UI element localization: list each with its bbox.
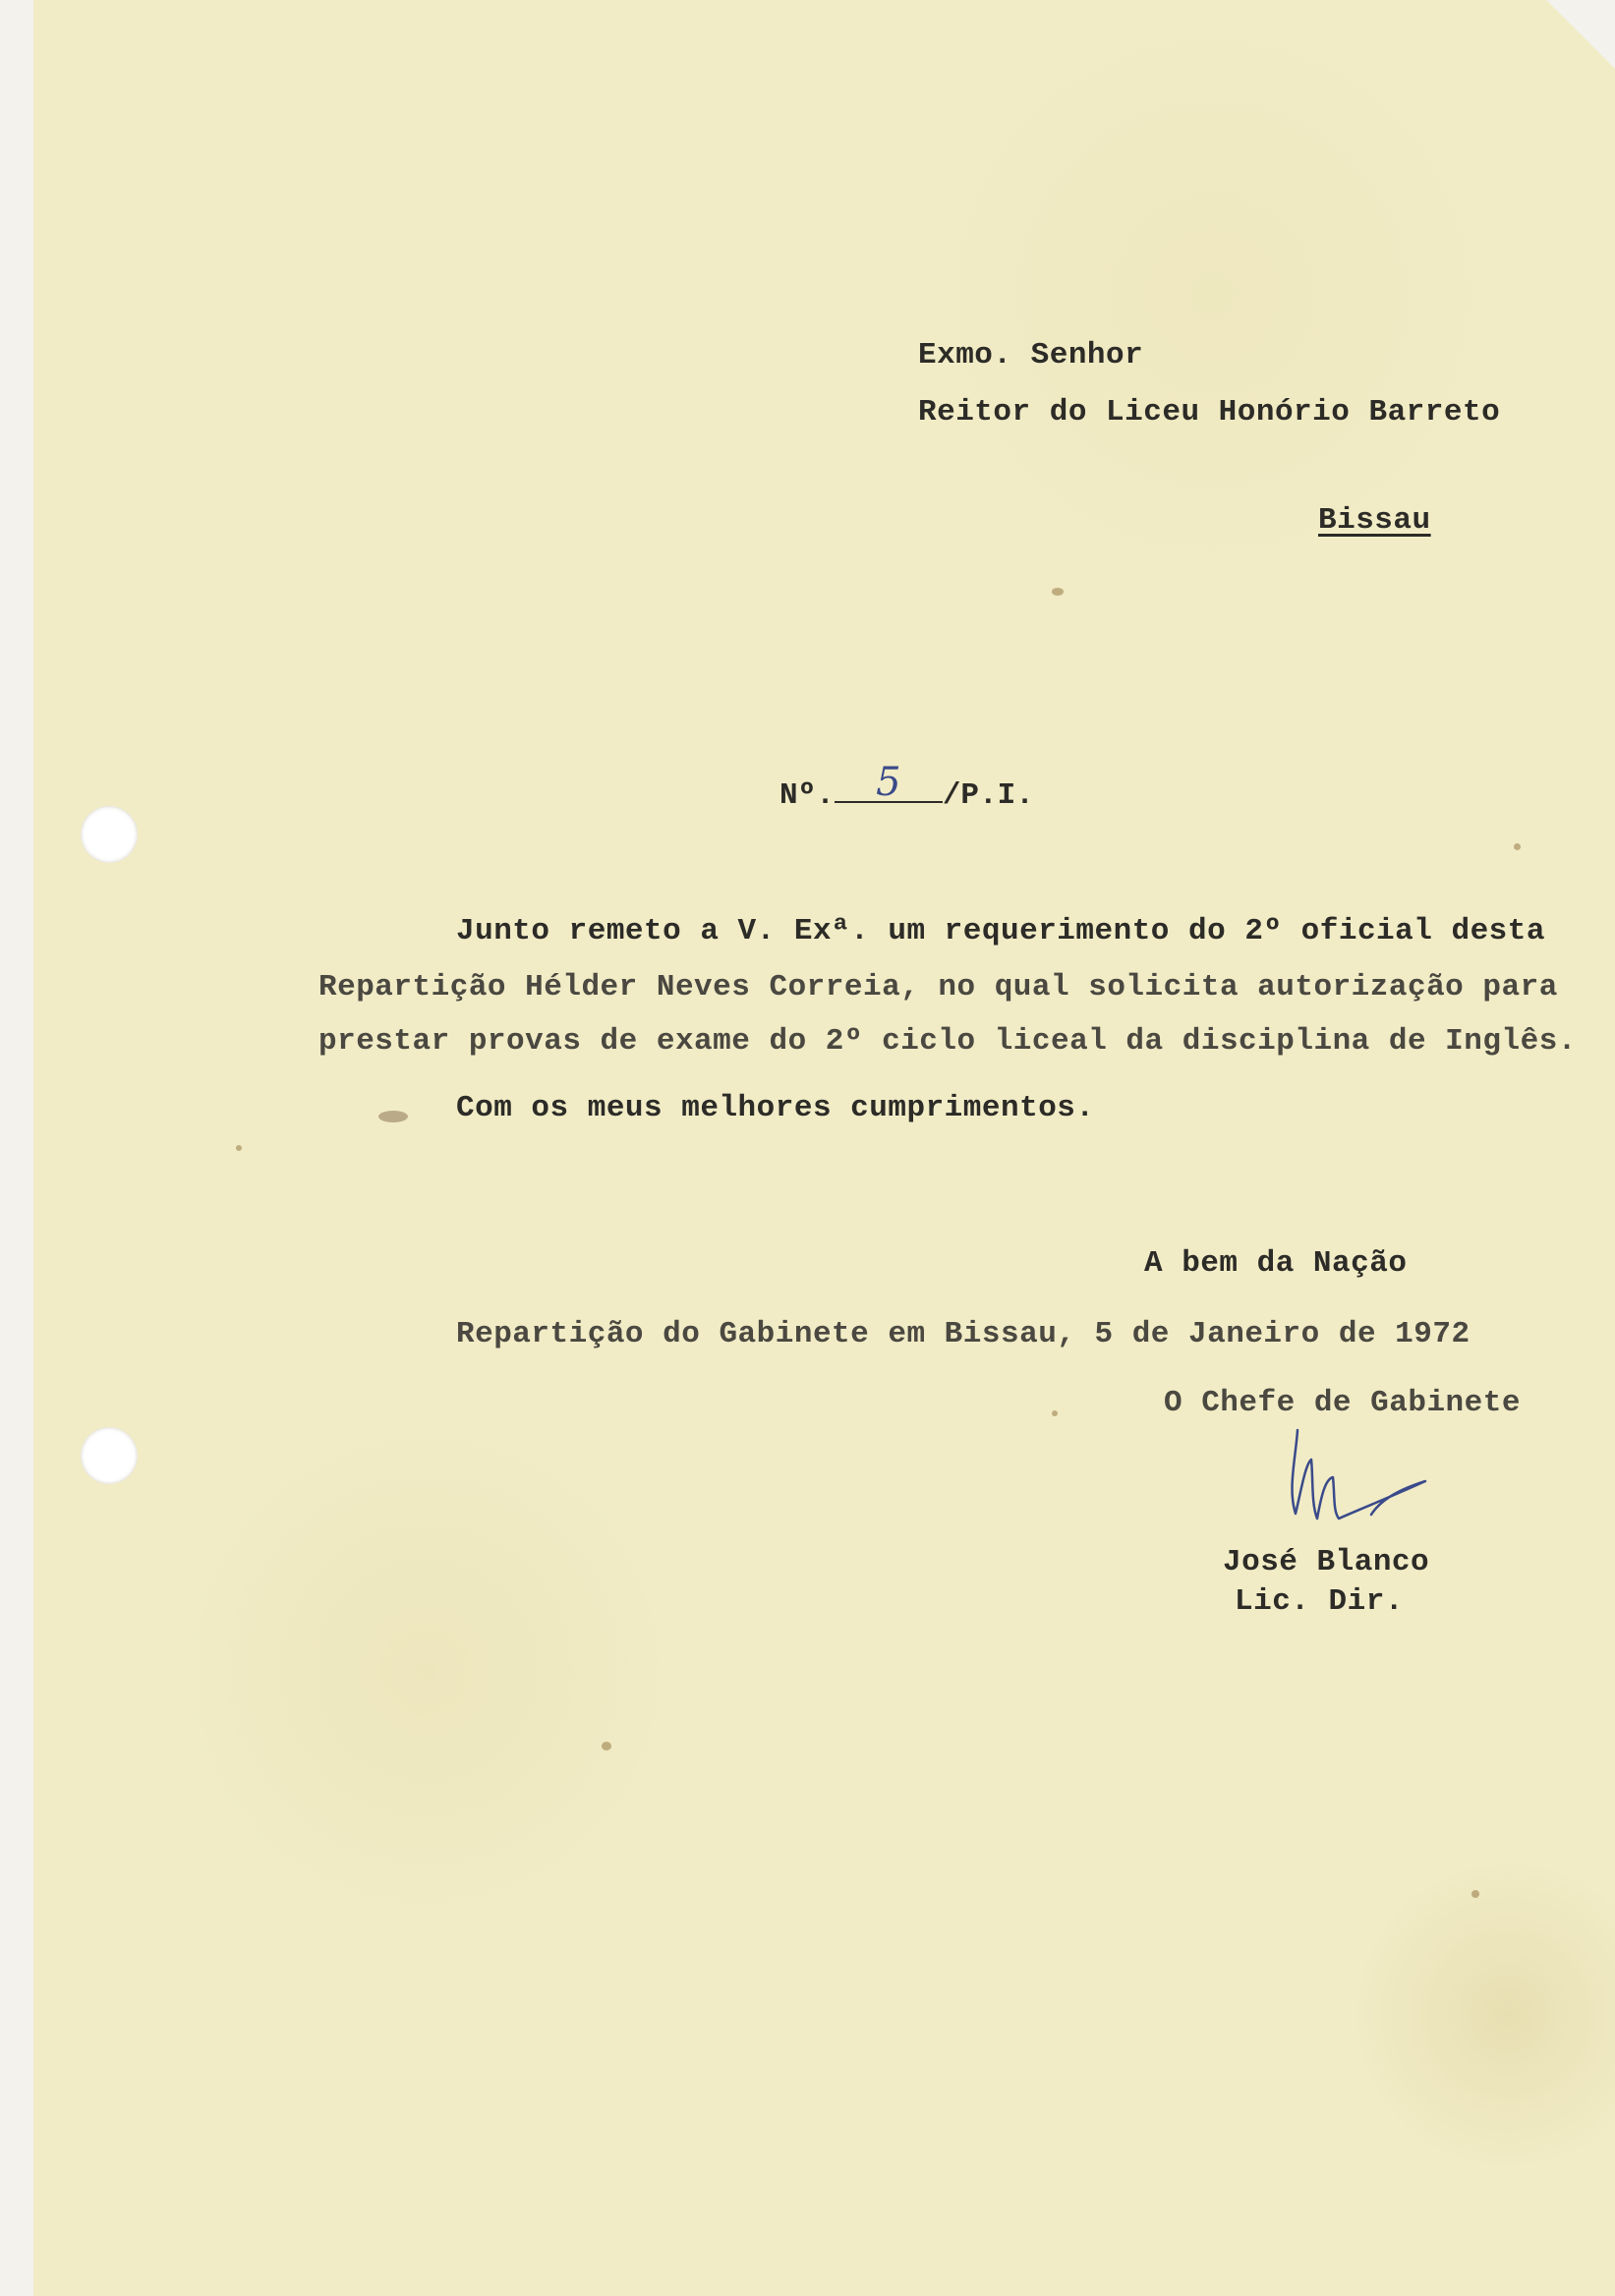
signatory-role: O Chefe de Gabinete — [1164, 1386, 1521, 1420]
reference-blank — [835, 760, 943, 805]
signatory-name: José Blanco — [1223, 1545, 1430, 1579]
stain-speck — [236, 1145, 242, 1151]
punch-hole-upper — [81, 806, 138, 863]
stain-speck — [1514, 843, 1521, 850]
letter-page — [33, 0, 1615, 2296]
handwritten-number: 5 — [876, 760, 901, 805]
handwritten-signature — [1278, 1420, 1474, 1558]
stain-speck — [602, 1742, 611, 1751]
punch-hole-lower — [81, 1427, 138, 1484]
place-date: Repartição do Gabinete em Bissau, 5 de Janeiro de 1972 — [456, 1317, 1471, 1351]
reference-number — [779, 760, 1034, 813]
stain-speck — [378, 1111, 408, 1122]
addressee-salutation: Exmo. Senhor — [918, 338, 1144, 373]
reference-prefix: Nº. — [779, 778, 835, 813]
closing-line: Com os meus melhores cumprimentos. — [456, 1091, 1095, 1125]
stain-speck — [1052, 588, 1064, 596]
stain-speck — [1052, 1410, 1058, 1416]
addressee-city: Bissau — [1318, 503, 1431, 538]
reference-suffix: /P.I. — [942, 778, 1034, 813]
cut-corner — [1546, 0, 1615, 69]
body-line-1: Junto remeto a V. Exª. um requerimento do 2º oficial desta — [456, 914, 1545, 948]
signatory-credentials: Lic. Dir. — [1235, 1584, 1404, 1619]
stain-speck — [1471, 1890, 1479, 1898]
motto: A bem da Nação — [1144, 1246, 1408, 1281]
addressee-title: Reitor do Liceu Honório Barreto — [918, 395, 1501, 430]
body-line-3: prestar provas de exame do 2º ciclo liceal da disciplina de Inglês. — [318, 1024, 1577, 1059]
body-line-2: Repartição Hélder Neves Correia, no qual solicita autorização para — [318, 970, 1558, 1004]
